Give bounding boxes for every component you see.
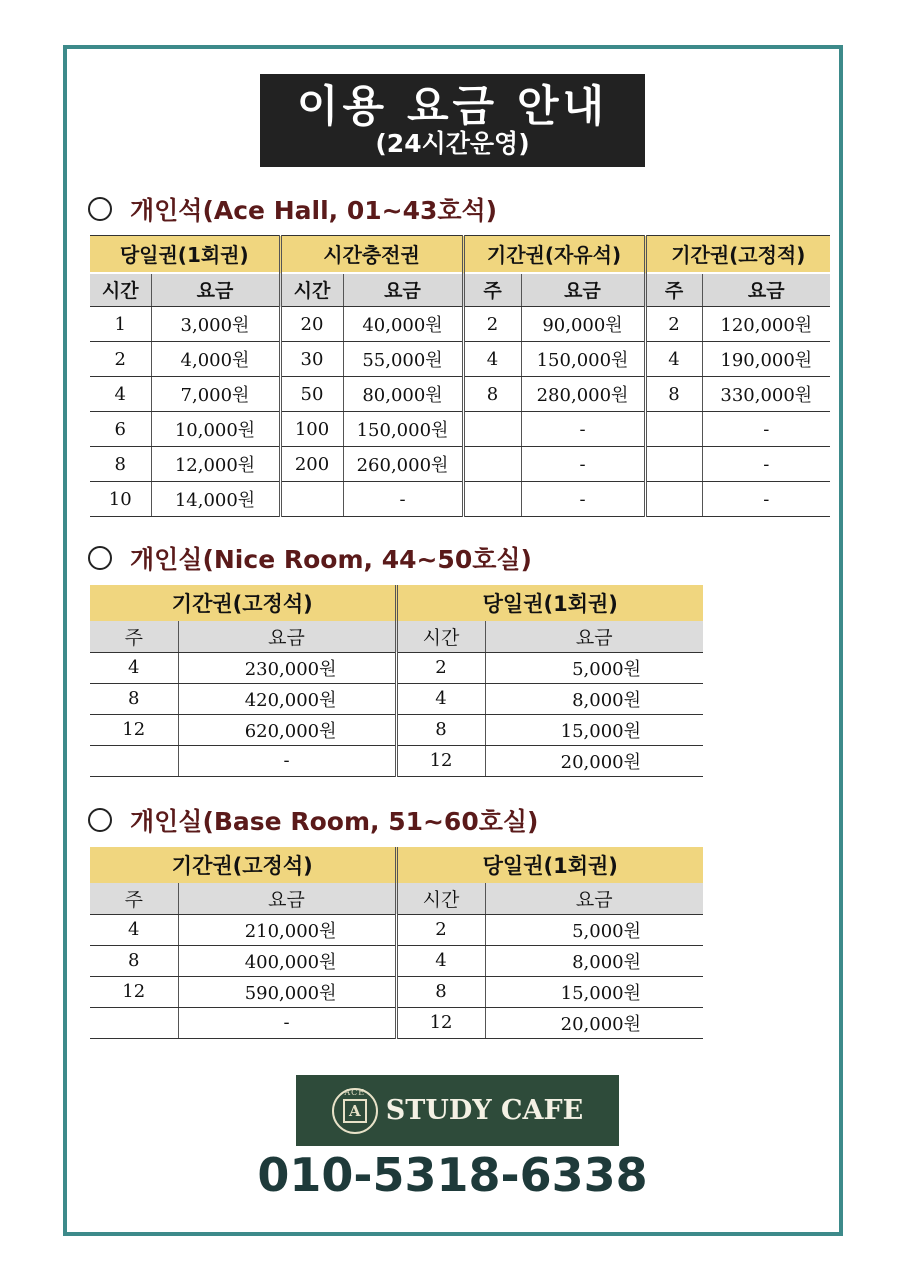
table-row: [90, 683, 703, 714]
section-title: 개인실(Base Room, 51~60호실): [130, 807, 539, 836]
page-subtitle: (24시간운영): [375, 129, 530, 158]
table-cell: 8: [90, 447, 151, 482]
phone-number: 010-5318-6338: [257, 1148, 648, 1202]
column-header: 요금: [178, 621, 396, 652]
emblem-top-text: ACE: [344, 1087, 366, 1097]
table-cell: 8: [396, 714, 485, 745]
group-header: 기간권(고정적): [645, 236, 830, 273]
table-row: [90, 1007, 703, 1038]
table-cell: 8: [396, 976, 485, 1007]
table-cell: [645, 412, 702, 447]
table-cell: -: [178, 1007, 396, 1038]
circle-bullet-icon: [88, 197, 112, 221]
nice-room-price-table: [90, 585, 703, 777]
column-header: 시간: [280, 273, 343, 307]
column-header: 요금: [343, 273, 463, 307]
table-row: [90, 652, 703, 683]
column-header: 주: [90, 621, 178, 652]
group-header: 당일권(1회권): [90, 236, 280, 273]
table-cell: 4,000원: [151, 342, 280, 377]
table-cell: 80,000원: [343, 377, 463, 412]
table-cell: 420,000원: [178, 683, 396, 714]
table-cell: 12: [396, 745, 485, 776]
table-cell: 3,000원: [151, 307, 280, 342]
title-banner: [260, 74, 645, 167]
table-cell: 55,000원: [343, 342, 463, 377]
table-row: [90, 307, 830, 342]
table-cell: 150,000원: [521, 342, 645, 377]
table-cell: 15,000원: [485, 714, 703, 745]
ace-emblem-icon: [332, 1088, 378, 1134]
table-subheader: [90, 273, 830, 307]
table-cell: 4: [90, 914, 178, 945]
table-cell: 2: [463, 307, 521, 342]
table-cell: 15,000원: [485, 976, 703, 1007]
column-header: 시간: [396, 621, 485, 652]
study-cafe-logo: [296, 1075, 619, 1146]
column-header: 주: [463, 273, 521, 307]
table-cell: 190,000원: [702, 342, 830, 377]
table-cell: 8: [90, 683, 178, 714]
table-cell: 12,000원: [151, 447, 280, 482]
table-cell: 200: [280, 447, 343, 482]
table-cell: [463, 412, 521, 447]
table-cell: 20,000원: [485, 1007, 703, 1038]
table-row: [90, 976, 703, 1007]
ace-hall-price-table: [90, 235, 830, 517]
table-cell: 2: [645, 307, 702, 342]
table-cell: [90, 1007, 178, 1038]
circle-bullet-icon: [88, 546, 112, 570]
column-header: 시간: [90, 273, 151, 307]
table-cell: 4: [90, 377, 151, 412]
table-group-header: [90, 236, 830, 273]
table-cell: 12: [396, 1007, 485, 1038]
column-header: 요금: [151, 273, 280, 307]
table-cell: -: [521, 412, 645, 447]
table-cell: 4: [396, 683, 485, 714]
section-title: 개인석(Ace Hall, 01~43호석): [130, 196, 498, 225]
table-cell: 14,000원: [151, 482, 280, 517]
column-header: 요금: [178, 883, 396, 914]
table-cell: 20: [280, 307, 343, 342]
table-cell: 330,000원: [702, 377, 830, 412]
table-cell: -: [521, 447, 645, 482]
logo-text: STUDY CAFE: [385, 1095, 584, 1126]
table-cell: -: [702, 447, 830, 482]
table-cell: 6: [90, 412, 151, 447]
table-cell: 40,000원: [343, 307, 463, 342]
group-header: 기간권(자유석): [463, 236, 645, 273]
table-cell: 12: [90, 714, 178, 745]
table-cell: [463, 482, 521, 517]
table-cell: 8,000원: [485, 683, 703, 714]
table-cell: -: [702, 482, 830, 517]
section-title: 개인실(Nice Room, 44~50호실): [130, 545, 532, 574]
table-cell: 4: [645, 342, 702, 377]
column-header: 주: [90, 883, 178, 914]
table-group-header: [90, 585, 703, 621]
table-cell: 120,000원: [702, 307, 830, 342]
table-cell: -: [343, 482, 463, 517]
column-header: 요금: [702, 273, 830, 307]
table-cell: 1: [90, 307, 151, 342]
table-cell: 90,000원: [521, 307, 645, 342]
table-cell: [463, 447, 521, 482]
column-header: 시간: [396, 883, 485, 914]
group-header: 당일권(1회권): [396, 585, 703, 621]
table-cell: [280, 482, 343, 517]
table-subheader: [90, 621, 703, 652]
table-cell: 5,000원: [485, 652, 703, 683]
table-cell: 8: [463, 377, 521, 412]
base-room-price-table: [90, 847, 703, 1039]
table-cell: [90, 745, 178, 776]
emblem-letter: A: [343, 1099, 367, 1123]
column-header: 요금: [521, 273, 645, 307]
table-cell: 5,000원: [485, 914, 703, 945]
table-cell: 8: [645, 377, 702, 412]
table-cell: 4: [463, 342, 521, 377]
table-cell: 4: [396, 945, 485, 976]
table-cell: [645, 482, 702, 517]
table-subheader: [90, 883, 703, 914]
table-cell: 10,000원: [151, 412, 280, 447]
section-heading-ace-hall: [88, 189, 497, 229]
section-heading-nice-room: [88, 538, 532, 578]
table-cell: 50: [280, 377, 343, 412]
table-cell: 400,000원: [178, 945, 396, 976]
table-cell: 4: [90, 652, 178, 683]
table-cell: 20,000원: [485, 745, 703, 776]
table-row: [90, 482, 830, 517]
table-cell: 230,000원: [178, 652, 396, 683]
table-cell: 100: [280, 412, 343, 447]
table-cell: 8,000원: [485, 945, 703, 976]
circle-bullet-icon: [88, 808, 112, 832]
table-row: [90, 745, 703, 776]
table-row: [90, 914, 703, 945]
page-title: 이용 요금 안내: [296, 82, 609, 132]
table-group-header: [90, 847, 703, 883]
table-cell: [645, 447, 702, 482]
table-cell: 7,000원: [151, 377, 280, 412]
group-header: 당일권(1회권): [396, 847, 703, 883]
table-cell: 2: [396, 652, 485, 683]
table-cell: 8: [90, 945, 178, 976]
table-cell: 12: [90, 976, 178, 1007]
table-cell: 30: [280, 342, 343, 377]
table-row: [90, 342, 830, 377]
table-cell: 280,000원: [521, 377, 645, 412]
table-cell: 10: [90, 482, 151, 517]
table-cell: 260,000원: [343, 447, 463, 482]
column-header: 요금: [485, 621, 703, 652]
table-cell: -: [702, 412, 830, 447]
table-cell: 620,000원: [178, 714, 396, 745]
group-header: 기간권(고정석): [90, 847, 396, 883]
table-row: [90, 714, 703, 745]
section-heading-base-room: [88, 800, 538, 840]
table-cell: 210,000원: [178, 914, 396, 945]
group-header: 기간권(고정석): [90, 585, 396, 621]
table-cell: 150,000원: [343, 412, 463, 447]
table-cell: -: [178, 745, 396, 776]
column-header: 주: [645, 273, 702, 307]
table-row: [90, 412, 830, 447]
group-header: 시간충전권: [280, 236, 463, 273]
column-header: 요금: [485, 883, 703, 914]
table-cell: 2: [90, 342, 151, 377]
table-row: [90, 945, 703, 976]
table-cell: 590,000원: [178, 976, 396, 1007]
table-cell: -: [521, 482, 645, 517]
table-row: [90, 447, 830, 482]
table-row: [90, 377, 830, 412]
table-cell: 2: [396, 914, 485, 945]
